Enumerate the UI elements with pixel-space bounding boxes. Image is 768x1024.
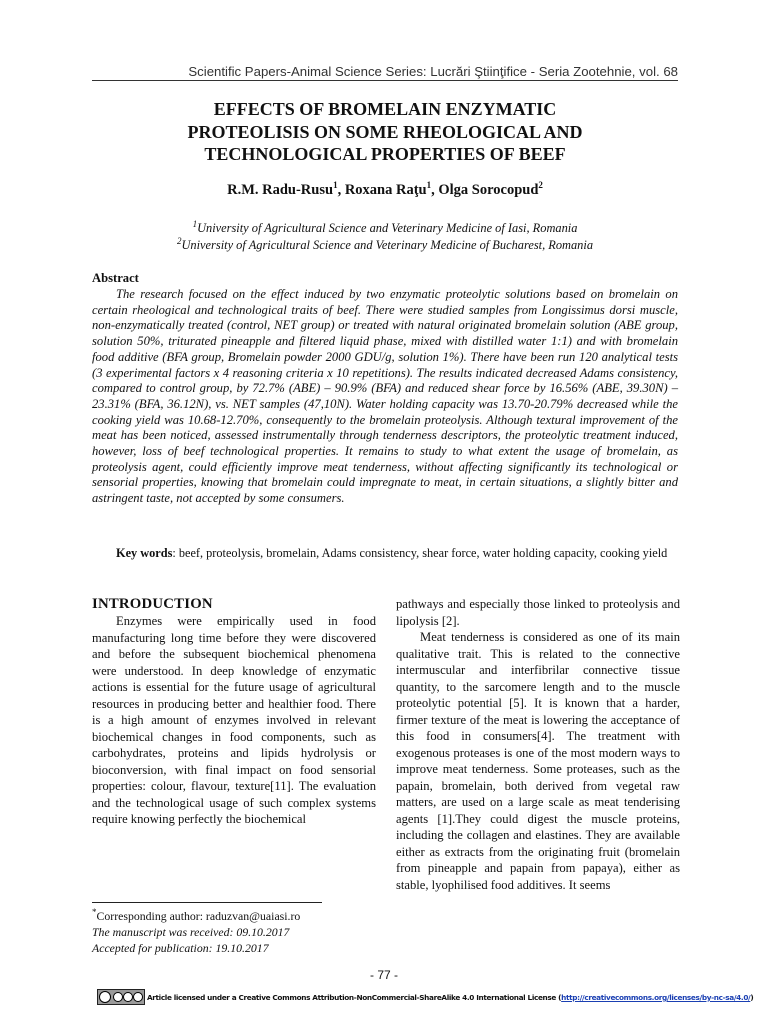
author-separator: , bbox=[431, 182, 439, 198]
footnote-marker: * bbox=[92, 907, 97, 918]
abstract-text: The research focused on the effect induced by two enzymatic proteolytic solutions based on bromelain on certain rheological and technological traits of beef. There were studied samples from Longissimus dorsi muscle, non-enzymatically treated (control, NET group) or treated with natural originated bromelain solution (ABE group, solution 50%, triturated pineapple and filtered liquid phase, mixed with distilled water 1:1) and with bromelain food additive (BFA group, Bromelain powder 2000 GDU/g, solution 1%). There have been run 120 analytical tests (3 experimental factors x 4 reasoning criteria x 10 repetitions). The results indicated decreased Adams consistency, compared to control group, by 72.7% (ABE) – 90.9% (BFA) and reduced shear force by 16.56% (ABE, 39.30N) – 23.31% (BFA, 36.12N), vs. NET samples (47,10N). Water holding capacity was 13.70-20.79% decreased while the cooking yield was 10.68-12.70%, consequently to the bromelain proteolysis. Although textural improvement of the meat has been noticed, assessed instrumentally through tenderness descriptors, the proteolytic treatment induced, however, loss of beef technological properties. It remains to study to what extent the usage of bromelain, as proteolysis agent, could efficiently improve meat tenderness, without affecting significantly its technological or sensorial properties, knowing that bromelain could impregnate to meat, in certain situations, a slightly bitter and astringent taste, not accepted by some consumers. bbox=[92, 287, 678, 506]
corresponding-author bbox=[92, 909, 378, 925]
license-statement: Article licensed under a Creative Commons Attribution-NonCommercial-ShareAlike 4.0 International License ( bbox=[147, 992, 562, 1002]
license-text bbox=[147, 993, 753, 1002]
column-right bbox=[396, 596, 680, 893]
author-separator: , bbox=[337, 182, 345, 198]
page-number: - 77 - bbox=[369, 968, 398, 982]
license-close: ) bbox=[750, 992, 754, 1002]
author-affil-marker: 1 bbox=[426, 180, 432, 191]
author-affil-marker: 2 bbox=[538, 180, 543, 191]
intro-paragraph-1-continued: pathways and especially those linked to proteolysis and lipolysis [2]. bbox=[396, 597, 680, 628]
author-list bbox=[92, 182, 678, 199]
affiliation-1 bbox=[92, 220, 678, 237]
section-heading-introduction: INTRODUCTION bbox=[92, 596, 213, 612]
footnotes bbox=[92, 909, 378, 956]
paper-title bbox=[92, 98, 678, 166]
affil-marker: 2 bbox=[176, 235, 182, 246]
keywords bbox=[92, 545, 678, 562]
affiliation-2 bbox=[92, 237, 678, 254]
license-line bbox=[97, 988, 754, 1004]
intro-paragraph-1: Enzymes were empirically used in food manufacturing long time before they were discovered and before the subsequent biochemical phenomena were understood. In deep knowledge of enzymatic actions is essential for the future usage of agricultural resources in producing better and healthier food. There is a high amount of enzymes involved in relevant biochemical changes in food components, such as carbohydrates, proteins and lipids hydrolysis or bioconversion, with final impact on food sensorial properties: colour, flavour, texture[11]. The evaluation and the technological usage of such complex systems require knowing perfectly the biochemical bbox=[92, 614, 376, 826]
abstract-heading: Abstract bbox=[92, 271, 139, 285]
title-line-2: PROTEOLISIS ON SOME RHEOLOGICAL AND bbox=[187, 121, 583, 142]
title-line-3: TECHNOLOGICAL PROPERTIES OF BEEF bbox=[204, 144, 566, 164]
author-affil-marker: 1 bbox=[333, 180, 338, 191]
affiliation-text: University of Agricultural Science and Veterinary Medicine of Iasi, Romania bbox=[197, 221, 578, 235]
intro-paragraph-2: Meat tenderness is considered as one of its main qualitative trait. This is related to the connective intermuscular and interfibrilar connective tissue quantity, to the sarcomere length and to the muscle proteolytic potential [5]. It is known that a harder, firmer texture of the meat is lowering the acceptance of this food in consumers[4]. The treatment with exogenous proteases is one of the most modern ways to improve meat tenderness. Some proteases, such as the papain, bromelain, both derived from vegetal raw matters, are used on a large scale as meat tenderising agents [1].They could digest the muscle proteins, including the collagen and elastines. They are available either as extracts from the originating fruit (bromelain from pineapple and papain from papaya), either as stable, lyophilised food additives. It seems bbox=[396, 630, 680, 892]
affiliation-text: University of Agricultural Science and Veterinary Medicine of Bucharest, Romania bbox=[181, 237, 594, 252]
author-name: R.M. Radu-Rusu bbox=[227, 182, 334, 198]
received-date: The manuscript was received: 09.10.2017 bbox=[92, 924, 290, 939]
license-link[interactable]: http://creativecommons.org/licenses/by-nc-sa/4.0/ bbox=[561, 992, 751, 1002]
affil-marker: 1 bbox=[192, 218, 198, 229]
author-name: Roxana Raţu bbox=[344, 182, 427, 198]
running-head: Scientific Papers-Animal Science Series: Lucrări Ştiinţifice - Seria Zootehnie, vol. 68 bbox=[188, 64, 678, 79]
affiliations bbox=[92, 220, 678, 253]
footnote-rule bbox=[92, 902, 322, 903]
header-rule bbox=[92, 80, 678, 81]
cc-by-nc-sa-badge-icon[interactable] bbox=[97, 989, 145, 1005]
corresponding-author-text: Corresponding author: raduzvan@uaiasi.ro bbox=[96, 909, 301, 923]
keywords-text: : beef, proteolysis, bromelain, Adams consistency, shear force, water holding capacity, cooking yield bbox=[172, 546, 668, 560]
accepted-date: Accepted for publication: 19.10.2017 bbox=[92, 940, 269, 955]
keywords-label: Key words bbox=[116, 546, 173, 560]
title-line-1: EFFECTS OF BROMELAIN ENZYMATIC bbox=[213, 99, 557, 119]
column-left bbox=[92, 613, 376, 828]
author-name: Olga Sorocopud bbox=[438, 182, 539, 198]
